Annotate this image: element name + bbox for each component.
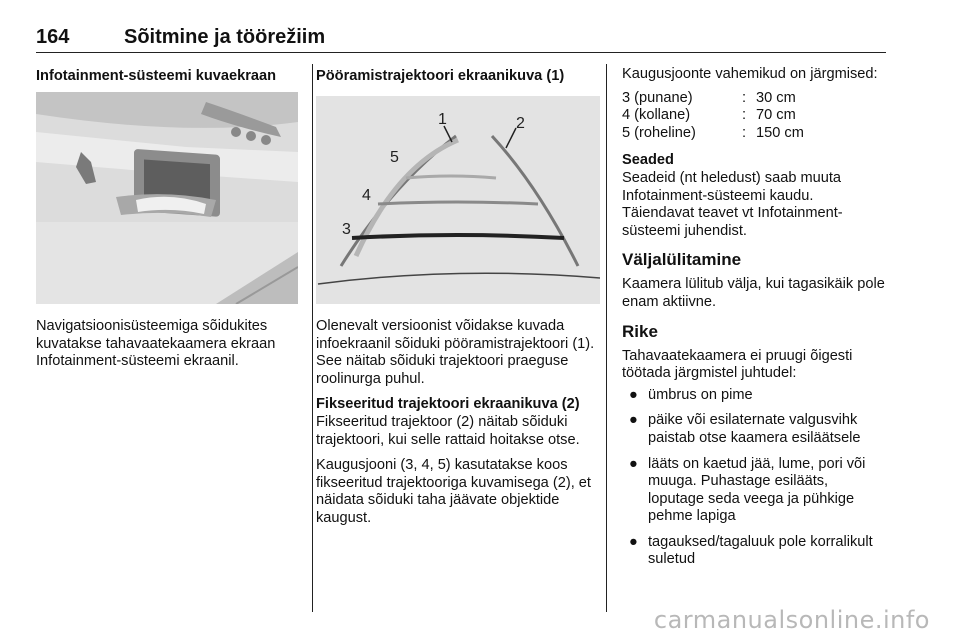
range-row: 5 (roheline) : 150 cm <box>622 124 804 141</box>
label-2: 2 <box>516 115 525 132</box>
column-divider-2 <box>606 64 607 612</box>
label-3: 3 <box>342 221 351 238</box>
column-3 <box>622 66 888 577</box>
distance-ranges <box>622 90 888 143</box>
section-title-display: Infotainment-süsteemi kuvaekraan <box>36 68 277 84</box>
section-title-trajectory: Pööramistrajektoori ekraanikuva (1) <box>316 68 565 84</box>
list-item: ● lääts on kaetud jää, lume, pori või muuga. Puhastage esilääts, loputage seda veega ja pühkige pehme lapiga <box>629 455 866 525</box>
range-row: 4 (kollane) : 70 cm <box>622 107 796 124</box>
switch-off-heading: Väljalülitamine <box>622 250 742 270</box>
distance-lines-paragraph: Kaugusjooni (3, 4, 5) kasutatakse koos fikseeritud trajektooriga kuvamisega (2), et näidata sõiduki taha jäävate objektide kaugust. <box>316 457 591 526</box>
column-divider-1 <box>312 64 313 612</box>
fault-heading: Rike <box>622 321 658 341</box>
chapter-title: Sõitmine ja töörežiim <box>124 26 326 48</box>
ranges-intro: Kaugusjoonte vahemikud on järgmised: <box>622 66 878 82</box>
trajectory-paragraph: Olenevalt versioonist võidakse kuvada infoekraanil sõiduki pööramistrajektoori (1). See näitab sõiduki trajektoori praeguse roolinurga puhul. <box>316 318 595 387</box>
list-item: ● ümbrus on pime <box>629 386 753 403</box>
bullet-icon: ● <box>629 533 638 550</box>
watermark: carmanualsonline.info <box>653 606 930 634</box>
label-5: 5 <box>390 149 399 166</box>
settings-heading: Seaded <box>622 152 674 169</box>
fault-list <box>622 387 888 569</box>
label-4: 4 <box>362 187 371 204</box>
list-item: ● päike või esilaternate valgusvihk paistab otse kaamera esiläätsele <box>629 412 861 446</box>
display-caption: Navigatsioonisüsteemiga sõidukites kuvatakse tahavaatekaamera ekraan Infotainment-süsteemi ekraanil. <box>36 318 276 370</box>
trajectory-diagram <box>316 96 600 304</box>
column-1 <box>36 68 302 86</box>
camera-display-illustration <box>36 92 298 304</box>
page-number: 164 <box>36 26 70 48</box>
column-2-text <box>316 318 600 536</box>
range-row: 3 (punane) : 30 cm <box>622 89 796 106</box>
bullet-icon: ● <box>629 412 638 429</box>
list-item: ● tagauksed/tagaluuk pole korralikult suletud <box>629 533 873 568</box>
label-1: 1 <box>438 111 447 128</box>
settings-paragraph: Seadeid (nt heledust) saab muuta Infotainment-süsteemi kaudu. Täiendavat teavet vt Infotainment-süsteemi juhendist. <box>622 169 843 239</box>
column-2-title <box>316 68 600 86</box>
fixed-trajectory-heading: Fikseeritud trajektoori ekraanikuva (2) <box>316 396 580 413</box>
bullet-icon: ● <box>629 386 638 403</box>
bullet-icon: ● <box>629 455 638 472</box>
fixed-trajectory-paragraph: Fikseeritud trajektoor (2) näitab sõiduki trajektoori, kui selle rattaid hoitakse otse. <box>316 413 580 448</box>
column-1-caption <box>36 318 304 379</box>
fault-paragraph: Tahavaatekaamera ei pruugi õigesti töötada järgmistel juhtudel: <box>622 347 853 382</box>
switch-off-paragraph: Kaamera lülitub välja, kui tagasikäik pole enam aktiivne. <box>622 276 885 310</box>
page-header <box>36 22 886 53</box>
